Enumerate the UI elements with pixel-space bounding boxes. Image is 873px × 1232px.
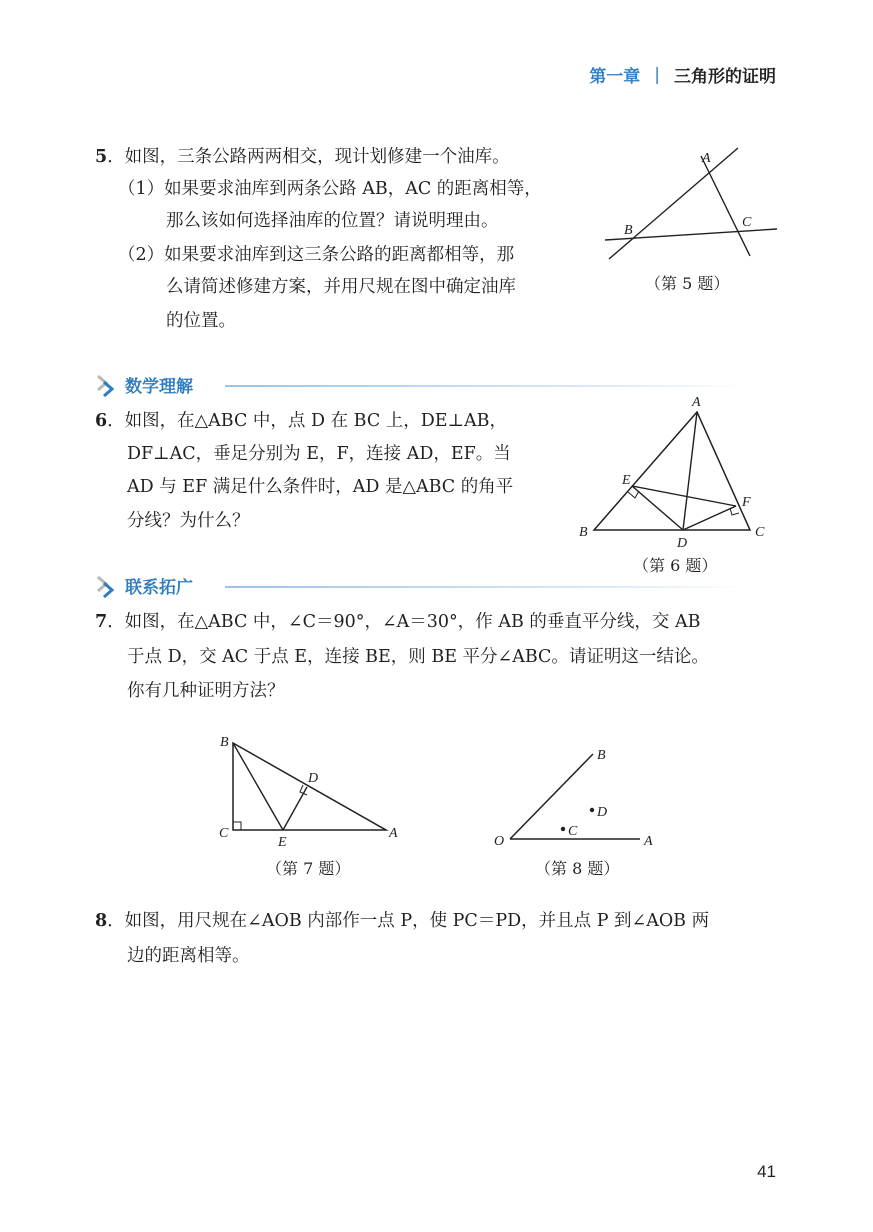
- problem-text: ．如图，在△ABC 中，点 D 在 BC 上，DE⊥AB，: [107, 411, 508, 431]
- label-B: B: [579, 525, 588, 540]
- label-D: D: [677, 536, 688, 550]
- label-F: F: [742, 495, 751, 510]
- figure-8: [490, 740, 670, 855]
- figure-5-caption: （第 5 题）: [645, 274, 730, 293]
- header-separator: |: [654, 64, 660, 85]
- section-title: 数学理解: [125, 377, 193, 397]
- label-B: B: [624, 223, 633, 238]
- problem-number: 8: [95, 911, 108, 931]
- problem-text: ．如图，在△ABC 中，∠C＝90°，∠A＝30°，作 AB 的垂直平分线，交 AB: [107, 612, 701, 632]
- problem-number: 7: [95, 612, 108, 632]
- figure-5: [595, 138, 785, 268]
- problem-text: 你有几种证明方法？: [127, 681, 285, 701]
- chapter-label: 第一章: [589, 67, 641, 87]
- label-C: C: [742, 215, 752, 230]
- label-O: O: [494, 834, 505, 849]
- label-C: C: [568, 824, 578, 839]
- running-header: [589, 62, 776, 87]
- problem-number: 6: [95, 411, 108, 431]
- label-A: A: [692, 395, 701, 410]
- label-C: C: [219, 826, 229, 841]
- figure-6: [570, 390, 780, 550]
- figure-7: [210, 730, 410, 855]
- problem-text: 么请简述修建方案，并用尺规在图中确定油库: [166, 277, 516, 297]
- problem-text: （2）如果要求油库到这三条公路的距离都相等，那: [118, 245, 515, 265]
- problem-text: 的位置。: [166, 311, 236, 331]
- label-E: E: [278, 835, 287, 850]
- label-A: A: [702, 151, 711, 166]
- figure-8-caption: （第 8 题）: [535, 859, 620, 878]
- problem-text: DF⊥AC，垂足分别为 E，F，连接 AD，EF。当: [127, 444, 511, 464]
- problem-number: 5: [95, 147, 108, 167]
- label-C: C: [755, 525, 765, 540]
- problem-text: 分线？为什么？: [127, 511, 250, 531]
- label-E: E: [622, 473, 631, 488]
- section-heading: [95, 573, 193, 598]
- figure-7-caption: （第 7 题）: [266, 859, 351, 878]
- section-heading: [95, 372, 193, 397]
- problem-text: AD 与 EF 满足什么条件时，AD 是△ABC 的角平: [127, 477, 514, 497]
- page-number: 41: [757, 1162, 776, 1181]
- label-D: D: [597, 805, 608, 820]
- problem-text: （1）如果要求油库到两条公路 AB，AC 的距离相等，: [118, 179, 542, 199]
- problem-text: 边的距离相等。: [127, 946, 250, 966]
- problem-text: 那么该如何选择油库的位置？请说明理由。: [166, 211, 499, 231]
- label-A: A: [389, 826, 398, 841]
- section-rule: [225, 385, 745, 387]
- problem-text: ．如图，用尺规在∠AOB 内部作一点 P，使 PC＝PD，并且点 P 到∠AOB 两: [107, 911, 710, 931]
- problem-text: 于点 D，交 AC 于点 E，连接 BE，则 BE 平分∠ABC。请证明这一结论。: [127, 647, 709, 667]
- figure-6-caption: （第 6 题）: [633, 556, 718, 575]
- section-rule: [225, 586, 745, 588]
- label-A: A: [644, 834, 653, 849]
- label-D: D: [308, 771, 319, 786]
- problem-text: ．如图，三条公路两两相交，现计划修建一个油库。: [107, 147, 510, 167]
- chevron-right-icon: [95, 374, 117, 396]
- label-B: B: [597, 748, 606, 763]
- chapter-title: 三角形的证明: [674, 67, 776, 87]
- chevron-right-icon: [95, 575, 117, 597]
- section-title: 联系拓广: [125, 578, 193, 598]
- label-B: B: [220, 735, 229, 750]
